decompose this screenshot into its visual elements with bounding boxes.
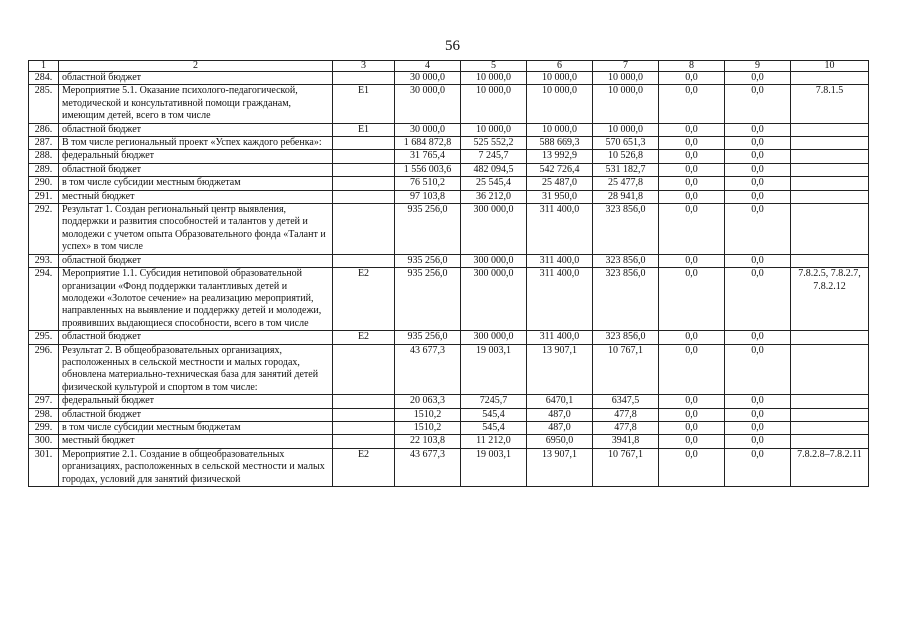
value-year-4-cell: 0,0 [659,72,725,85]
header-cell: 6 [527,61,593,72]
value-year-3-cell: 28 941,8 [593,190,659,203]
value-year-2-cell: 487,0 [527,408,593,421]
table-row [29,448,869,486]
value-year-2-cell: 588 669,3 [527,137,593,150]
value-year-3-cell: 10 767,1 [593,344,659,395]
value-year-3-cell: 323 856,0 [593,204,659,255]
table-row [29,150,869,163]
value-total-cell: 30 000,0 [395,85,461,123]
table-row [29,344,869,395]
value-year-5-cell: 0,0 [725,448,791,486]
value-year-3-cell: 10 767,1 [593,448,659,486]
value-year-1-cell: 19 003,1 [461,344,527,395]
value-year-2-cell: 25 487,0 [527,177,593,190]
value-total-cell: 935 256,0 [395,254,461,267]
value-year-4-cell: 0,0 [659,137,725,150]
table-row [29,72,869,85]
indicator-ref-cell [791,344,869,395]
value-year-3-cell: 477,8 [593,408,659,421]
value-year-4-cell: 0,0 [659,123,725,136]
value-year-5-cell: 0,0 [725,395,791,408]
value-year-3-cell: 477,8 [593,421,659,434]
indicator-ref-cell [791,435,869,448]
value-year-1-cell: 545,4 [461,421,527,434]
value-year-2-cell: 10 000,0 [527,85,593,123]
value-year-2-cell: 10 000,0 [527,72,593,85]
table-row [29,123,869,136]
value-year-3-cell: 10 000,0 [593,85,659,123]
code-cell: Е1 [333,85,395,123]
table-row [29,163,869,176]
code-cell: Е2 [333,448,395,486]
value-year-5-cell: 0,0 [725,204,791,255]
indicator-ref-cell: 7.8.2.5, 7.8.2.7, 7.8.2.12 [791,268,869,331]
value-year-3-cell: 6347,5 [593,395,659,408]
indicator-ref-cell [791,72,869,85]
value-year-4-cell: 0,0 [659,344,725,395]
value-year-2-cell: 311 400,0 [527,204,593,255]
table-body [29,72,869,487]
value-year-5-cell: 0,0 [725,435,791,448]
value-year-2-cell: 31 950,0 [527,190,593,203]
value-total-cell: 935 256,0 [395,204,461,255]
value-total-cell: 22 103,8 [395,435,461,448]
header-cell: 4 [395,61,461,72]
value-year-1-cell: 10 000,0 [461,85,527,123]
value-year-2-cell: 13 907,1 [527,344,593,395]
row-name-cell: Мероприятие 1.1. Субсидия нетиповой образовательной организации «Фонд поддержки талантливых детей и молодежи «Золотое сечение» на реализацию мероприятий, направленных на выявление и поддержку детей и молодежи, проявивших выдающиеся способности, всего в том числе [59,268,333,331]
value-year-3-cell: 323 856,0 [593,331,659,344]
code-cell [333,421,395,434]
value-year-2-cell: 10 000,0 [527,123,593,136]
row-number-cell: 295. [29,331,59,344]
row-name-cell: в том числе субсидии местным бюджетам [59,177,333,190]
value-year-2-cell: 311 400,0 [527,331,593,344]
row-number-cell: 285. [29,85,59,123]
header-cell: 9 [725,61,791,72]
value-year-5-cell: 0,0 [725,408,791,421]
row-number-cell: 298. [29,408,59,421]
value-year-5-cell: 0,0 [725,163,791,176]
indicator-ref-cell [791,395,869,408]
value-year-1-cell: 525 552,2 [461,137,527,150]
value-year-5-cell: 0,0 [725,190,791,203]
row-number-cell: 289. [29,163,59,176]
indicator-ref-cell [791,421,869,434]
row-name-cell: областной бюджет [59,408,333,421]
value-total-cell: 43 677,3 [395,344,461,395]
value-year-4-cell: 0,0 [659,395,725,408]
value-year-5-cell: 0,0 [725,177,791,190]
value-year-2-cell: 6950,0 [527,435,593,448]
row-number-cell: 284. [29,72,59,85]
value-year-2-cell: 487,0 [527,421,593,434]
value-total-cell: 76 510,2 [395,177,461,190]
row-name-cell: Результат 2. В общеобразовательных организациях, расположенных в сельской местности и малых городах, обновлена материально-техническая база для занятий детей физической культурой и спортом в том числе: [59,344,333,395]
value-year-3-cell: 3941,8 [593,435,659,448]
indicator-ref-cell [791,408,869,421]
value-year-1-cell: 482 094,5 [461,163,527,176]
value-year-4-cell: 0,0 [659,448,725,486]
value-total-cell: 1510,2 [395,421,461,434]
value-year-3-cell: 10 000,0 [593,123,659,136]
value-total-cell: 30 000,0 [395,72,461,85]
header-cell: 8 [659,61,725,72]
row-name-cell: федеральный бюджет [59,150,333,163]
row-name-cell: Мероприятие 2.1. Создание в общеобразовательных организациях, расположенных в сельской местности и малых городах, условий для занятий физической [59,448,333,486]
code-cell: Е2 [333,331,395,344]
indicator-ref-cell [791,150,869,163]
table-row [29,177,869,190]
value-year-1-cell: 19 003,1 [461,448,527,486]
table-row [29,190,869,203]
code-cell [333,204,395,255]
header-row [29,61,869,72]
row-name-cell: областной бюджет [59,254,333,267]
value-year-3-cell: 570 651,3 [593,137,659,150]
table-row [29,408,869,421]
value-year-4-cell: 0,0 [659,150,725,163]
row-name-cell: местный бюджет [59,190,333,203]
row-number-cell: 299. [29,421,59,434]
row-number-cell: 292. [29,204,59,255]
table-row [29,137,869,150]
header-cell: 10 [791,61,869,72]
value-year-5-cell: 0,0 [725,85,791,123]
code-cell: Е2 [333,268,395,331]
row-number-cell: 291. [29,190,59,203]
code-cell [333,408,395,421]
row-number-cell: 301. [29,448,59,486]
value-year-4-cell: 0,0 [659,421,725,434]
code-cell [333,150,395,163]
value-year-3-cell: 10 526,8 [593,150,659,163]
value-total-cell: 1 556 003,6 [395,163,461,176]
row-name-cell: В том числе региональный проект «Успех каждого ребенка»: [59,137,333,150]
row-number-cell: 300. [29,435,59,448]
value-year-1-cell: 545,4 [461,408,527,421]
table-row [29,254,869,267]
value-year-1-cell: 11 212,0 [461,435,527,448]
row-number-cell: 296. [29,344,59,395]
code-cell [333,254,395,267]
row-name-cell: областной бюджет [59,123,333,136]
value-year-1-cell: 300 000,0 [461,254,527,267]
value-year-4-cell: 0,0 [659,331,725,344]
value-year-5-cell: 0,0 [725,268,791,331]
table-row [29,204,869,255]
code-cell [333,177,395,190]
row-number-cell: 293. [29,254,59,267]
value-total-cell: 43 677,3 [395,448,461,486]
row-number-cell: 287. [29,137,59,150]
value-year-2-cell: 13 992,9 [527,150,593,163]
code-cell [333,395,395,408]
header-cell: 1 [29,61,59,72]
value-year-1-cell: 300 000,0 [461,268,527,331]
table-row [29,421,869,434]
value-year-1-cell: 7245,7 [461,395,527,408]
value-total-cell: 97 103,8 [395,190,461,203]
value-year-4-cell: 0,0 [659,435,725,448]
indicator-ref-cell [791,177,869,190]
row-number-cell: 286. [29,123,59,136]
row-number-cell: 288. [29,150,59,163]
value-year-4-cell: 0,0 [659,177,725,190]
header-cell: 3 [333,61,395,72]
row-name-cell: областной бюджет [59,72,333,85]
indicator-ref-cell: 7.8.2.8–7.8.2.11 [791,448,869,486]
value-year-5-cell: 0,0 [725,123,791,136]
indicator-ref-cell [791,204,869,255]
value-year-2-cell: 13 907,1 [527,448,593,486]
code-cell [333,190,395,203]
header-cell: 5 [461,61,527,72]
value-year-4-cell: 0,0 [659,268,725,331]
value-year-2-cell: 311 400,0 [527,268,593,331]
value-year-5-cell: 0,0 [725,72,791,85]
value-year-5-cell: 0,0 [725,254,791,267]
value-year-1-cell: 36 212,0 [461,190,527,203]
value-year-1-cell: 10 000,0 [461,123,527,136]
value-total-cell: 30 000,0 [395,123,461,136]
value-year-1-cell: 10 000,0 [461,72,527,85]
value-year-2-cell: 542 726,4 [527,163,593,176]
value-year-4-cell: 0,0 [659,408,725,421]
value-total-cell: 935 256,0 [395,331,461,344]
code-cell [333,344,395,395]
value-total-cell: 1510,2 [395,408,461,421]
value-year-3-cell: 531 182,7 [593,163,659,176]
value-year-2-cell: 6470,1 [527,395,593,408]
code-cell [333,163,395,176]
value-year-1-cell: 300 000,0 [461,331,527,344]
table-row [29,395,869,408]
value-year-4-cell: 0,0 [659,190,725,203]
value-total-cell: 20 063,3 [395,395,461,408]
code-cell [333,137,395,150]
row-number-cell: 297. [29,395,59,408]
value-year-5-cell: 0,0 [725,344,791,395]
code-cell: Е1 [333,123,395,136]
value-year-1-cell: 7 245,7 [461,150,527,163]
header-cell: 7 [593,61,659,72]
budget-table [28,60,869,487]
value-year-3-cell: 323 856,0 [593,254,659,267]
indicator-ref-cell [791,137,869,150]
table-row [29,435,869,448]
indicator-ref-cell [791,123,869,136]
value-year-5-cell: 0,0 [725,331,791,344]
table-row [29,268,869,331]
value-total-cell: 31 765,4 [395,150,461,163]
value-year-4-cell: 0,0 [659,163,725,176]
indicator-ref-cell [791,254,869,267]
value-year-5-cell: 0,0 [725,137,791,150]
indicator-ref-cell [791,163,869,176]
row-name-cell: местный бюджет [59,435,333,448]
row-name-cell: областной бюджет [59,163,333,176]
code-cell [333,435,395,448]
indicator-ref-cell [791,331,869,344]
row-number-cell: 290. [29,177,59,190]
indicator-ref-cell: 7.8.1.5 [791,85,869,123]
row-number-cell: 294. [29,268,59,331]
value-year-4-cell: 0,0 [659,204,725,255]
value-total-cell: 935 256,0 [395,268,461,331]
row-name-cell: областной бюджет [59,331,333,344]
code-cell [333,72,395,85]
table-row [29,85,869,123]
row-name-cell: Мероприятие 5.1. Оказание психолого-педагогической, методической и консультативной помощи гражданам, имеющим детей, всего в том числе [59,85,333,123]
value-year-3-cell: 25 477,8 [593,177,659,190]
row-name-cell: федеральный бюджет [59,395,333,408]
indicator-ref-cell [791,190,869,203]
page-number: 56 [445,38,460,54]
value-year-5-cell: 0,0 [725,150,791,163]
value-year-1-cell: 300 000,0 [461,204,527,255]
header-cell: 2 [59,61,333,72]
value-total-cell: 1 684 872,8 [395,137,461,150]
row-name-cell: Результат 1. Создан региональный центр выявления, поддержки и развития способностей и талантов у детей и молодежи с учетом опыта Образовательного фонда «Талант и успех» в том числе [59,204,333,255]
value-year-5-cell: 0,0 [725,421,791,434]
table-row [29,331,869,344]
value-year-3-cell: 323 856,0 [593,268,659,331]
value-year-2-cell: 311 400,0 [527,254,593,267]
value-year-4-cell: 0,0 [659,85,725,123]
value-year-4-cell: 0,0 [659,254,725,267]
value-year-3-cell: 10 000,0 [593,72,659,85]
value-year-1-cell: 25 545,4 [461,177,527,190]
row-name-cell: в том числе субсидии местным бюджетам [59,421,333,434]
